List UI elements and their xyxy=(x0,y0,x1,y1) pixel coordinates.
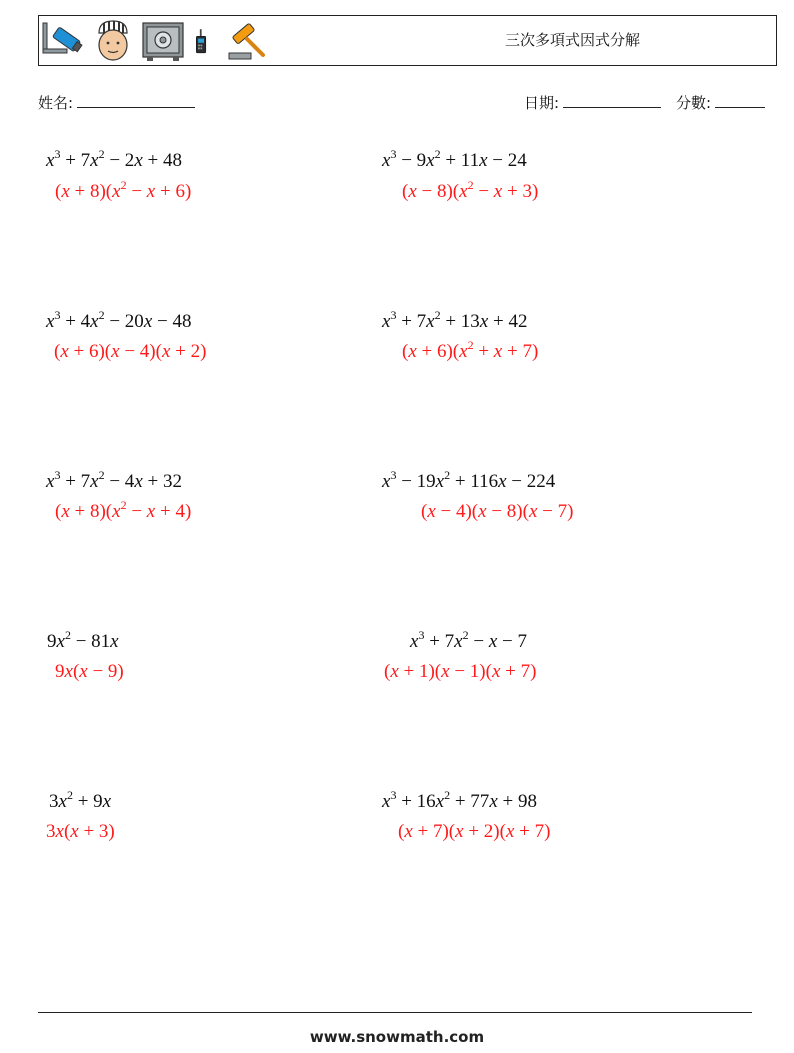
gavel-icon xyxy=(223,19,267,63)
score-field xyxy=(676,93,765,113)
worksheet-title: 三次多項式因式分解 xyxy=(505,31,641,49)
problem-7-answer: 9x(x − 9) xyxy=(55,661,124,682)
problem-3-question: $x^3 + 4x^2 - 20x - 48$ xyxy=(46,308,192,332)
prisoner-icon xyxy=(91,19,135,63)
problem-5-question: $x^3 + 7x^2 - 4x + 32$ xyxy=(46,468,182,492)
problem-10-answer: (x + 7)(x + 2)(x + 7) xyxy=(398,821,551,842)
name-label: 姓名: xyxy=(38,94,74,112)
worksheet-header xyxy=(38,15,777,66)
problem-8-question: $x^3 + 7x^2 - x - 7$ xyxy=(410,628,527,652)
problem-4-question: $x^3 + 7x^2 + 13x + 42$ xyxy=(382,308,528,332)
problem-6-question: $x^3 - 19x^2 + 116x - 224$ xyxy=(382,468,556,492)
problem-8-answer: (x + 1)(x − 1)(x + 7) xyxy=(384,661,537,682)
ruler-icon xyxy=(41,19,85,63)
header-icons xyxy=(41,18,267,64)
problem-4-answer: $(x + 6)(x^2 + x + 7)$ xyxy=(402,338,539,362)
problem-5-answer: $(x + 8)(x^2 - x + 4)$ xyxy=(55,498,192,522)
problem-2-question: $x^3 - 9x^2 + 11x - 24$ xyxy=(382,147,527,171)
footer-url: www.snowmath.com xyxy=(309,1028,485,1046)
problem-9-answer: 3x(x + 3) xyxy=(46,821,115,842)
walkie-talkie-icon xyxy=(191,19,217,63)
problem-6-answer: (x − 4)(x − 8)(x − 7) xyxy=(421,501,574,522)
score-blank[interactable] xyxy=(715,93,765,108)
score-label: 分數: xyxy=(676,94,712,112)
name-blank[interactable] xyxy=(77,93,195,108)
problem-3-answer: (x + 6)(x − 4)(x + 2) xyxy=(54,341,207,362)
date-label: 日期: xyxy=(524,94,560,112)
problem-1-question: $x^3 + 7x^2 - 2x + 48$ xyxy=(46,147,182,171)
safe-icon xyxy=(141,19,185,63)
problem-10-question: $x^3 + 16x^2 + 77x + 98$ xyxy=(382,788,537,812)
problem-2-answer: $(x - 8)(x^2 - x + 3)$ xyxy=(402,178,539,202)
name-field xyxy=(38,93,195,113)
problem-7-question: $9x^2 - 81x$ xyxy=(47,628,119,652)
footer-divider xyxy=(38,1012,752,1013)
problem-1-answer: $(x + 8)(x^2 - x + 6)$ xyxy=(55,178,192,202)
problem-9-question: $3x^2 + 9x$ xyxy=(49,788,112,812)
date-field xyxy=(524,93,661,113)
date-blank[interactable] xyxy=(563,93,661,108)
